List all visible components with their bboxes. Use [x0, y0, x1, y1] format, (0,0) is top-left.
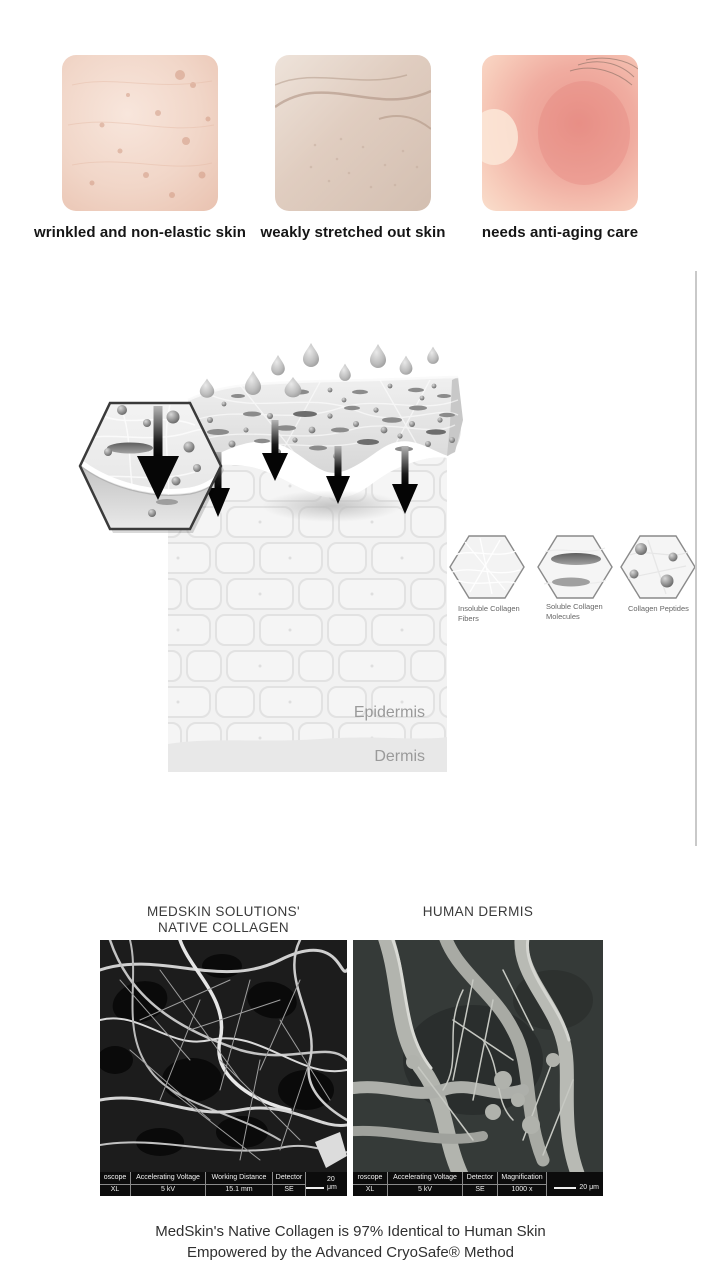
right-divider-line — [695, 271, 697, 846]
legend-label-1a: Insoluble Collagen — [458, 604, 520, 613]
sem-human-dermis-art — [353, 940, 603, 1172]
sem-title-medskin-line2: NATIVE COLLAGEN — [157, 919, 290, 935]
skin-photo-stretched — [275, 55, 431, 211]
legend-insoluble-fibers — [450, 536, 524, 623]
skin-photo-antiaging-art — [482, 55, 638, 211]
dip-shadow — [262, 490, 402, 522]
epidermis-label: Epidermis — [353, 704, 425, 721]
scale-line — [554, 1187, 576, 1189]
caption-antiaging: needs anti-aging care — [481, 224, 639, 241]
skin-photo-wrinkled — [62, 55, 218, 211]
scale-bar-right: 20 μm — [547, 1172, 603, 1196]
magnified-molecule — [107, 443, 153, 454]
scale-bar-left: 20 μm — [306, 1172, 347, 1196]
legend-collagen-peptides — [621, 536, 695, 613]
microscopy-caption — [0, 1221, 701, 1263]
collagen-absorption-diagram — [0, 330, 701, 850]
magnified-arrow-shaft — [154, 406, 163, 458]
microscopy-caption-line2: Empowered by the Advanced CryoSafe® Method — [186, 1244, 515, 1261]
legend-label-1b: Fibers — [458, 614, 479, 623]
dermis-label: Dermis — [374, 748, 425, 765]
skin-photo-stretched-art — [275, 55, 431, 211]
sem-image-human-dermis — [353, 940, 603, 1196]
skin-photo-wrinkled-art — [62, 55, 218, 211]
sem-metadata-bar-left: oscope XL Accelerating Voltage 5 kV Working Distance 15.1 mm Detector SE 20 μm — [100, 1172, 347, 1196]
scale-line — [306, 1187, 324, 1189]
legend — [450, 536, 695, 623]
sem-metadata-bar-right: roscope XL Accelerating Voltage 5 kV Detector SE Magnification 1000 x 20 μm — [353, 1172, 603, 1196]
legend-soluble-molecules — [538, 536, 612, 621]
sem-native-collagen-art — [100, 940, 347, 1172]
legend-label-2a: Soluble Collagen — [546, 602, 603, 611]
sem-title-human-dermis: HUMAN DERMIS — [422, 904, 534, 919]
microscopy-caption-line1: MedSkin's Native Collagen is 97% Identical to Human Skin — [155, 1223, 546, 1240]
legend-label-2b: Molecules — [546, 612, 580, 621]
sem-image-native-collagen — [100, 940, 347, 1196]
redness-patch — [538, 81, 630, 185]
sem-title-medskin — [100, 904, 347, 935]
gel-layer — [188, 377, 463, 473]
caption-wrinkled: wrinkled and non-elastic skin — [33, 224, 247, 241]
sem-title-medskin-line1: MEDSKIN SOLUTIONS' — [146, 904, 301, 919]
skin-photo-antiaging — [482, 55, 638, 211]
legend-label-3: Collagen Peptides — [628, 604, 689, 613]
caption-stretched: weakly stretched out skin — [260, 224, 446, 241]
